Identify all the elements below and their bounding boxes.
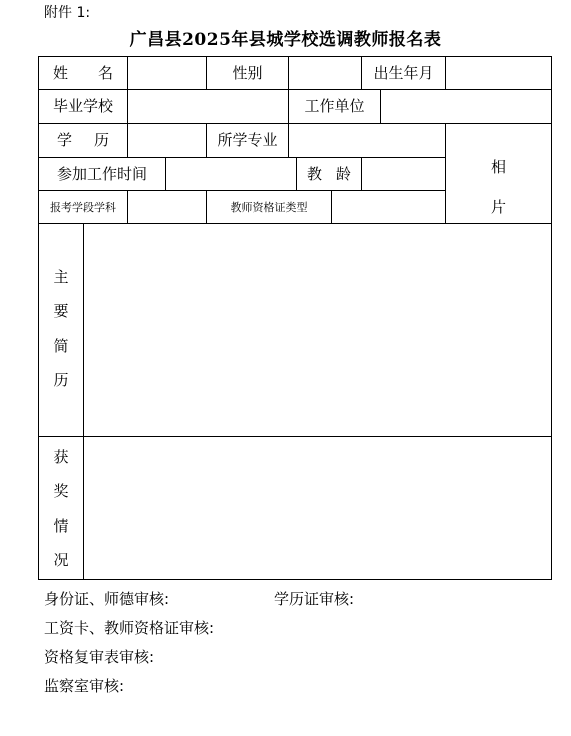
id-ethics-review: 身份证、师德审核: <box>44 590 170 608</box>
education-field[interactable] <box>128 124 206 157</box>
resume-label: 主 要 简 历 <box>53 268 69 389</box>
gender-field[interactable] <box>289 57 361 89</box>
resume-field[interactable] <box>84 224 551 436</box>
graduate-school-label: 毕业学校 <box>52 97 113 115</box>
work-unit-label: 工作单位 <box>304 97 365 115</box>
teaching-years-label: 教 龄 <box>307 164 351 183</box>
graduate-school-field[interactable] <box>128 90 288 123</box>
exam-subject-label: 报考学段学科 <box>50 200 116 214</box>
supervision-review: 监察室审核: <box>44 677 125 695</box>
name-label: 姓 名 <box>53 63 113 82</box>
registration-table <box>38 56 552 580</box>
table-border-bottom <box>38 579 552 580</box>
exam-subject-field[interactable] <box>128 191 206 223</box>
name-field[interactable] <box>128 57 206 89</box>
awards-field[interactable] <box>84 437 551 579</box>
recheck-review: 资格复审表审核: <box>44 648 155 666</box>
major-label: 所学专业 <box>217 131 278 149</box>
work-start-label: 参加工作时间 <box>56 164 147 183</box>
form-title: 广昌县2025年县城学校选调教师报名表 <box>129 30 442 50</box>
cert-type-label: 教师资格证类型 <box>230 200 308 214</box>
birth-label: 出生年月 <box>373 63 434 82</box>
cert-type-field[interactable] <box>332 191 445 223</box>
photo-box[interactable] <box>446 90 551 223</box>
table-border-right <box>551 56 552 580</box>
attachment-label: 附件 1: <box>44 5 91 21</box>
degree-review: 学历证审核: <box>274 590 355 608</box>
work-start-field[interactable] <box>166 158 296 190</box>
major-field[interactable] <box>289 124 445 157</box>
birth-field[interactable] <box>446 57 551 89</box>
salary-cert-review: 工资卡、教师资格证审核: <box>44 619 215 637</box>
teaching-years-field[interactable] <box>362 158 445 190</box>
awards-label: 获 奖 情 况 <box>53 448 69 569</box>
education-label: 学 历 <box>57 131 109 149</box>
photo-label: 相 片 <box>490 158 506 216</box>
gender-label: 性别 <box>232 63 263 82</box>
